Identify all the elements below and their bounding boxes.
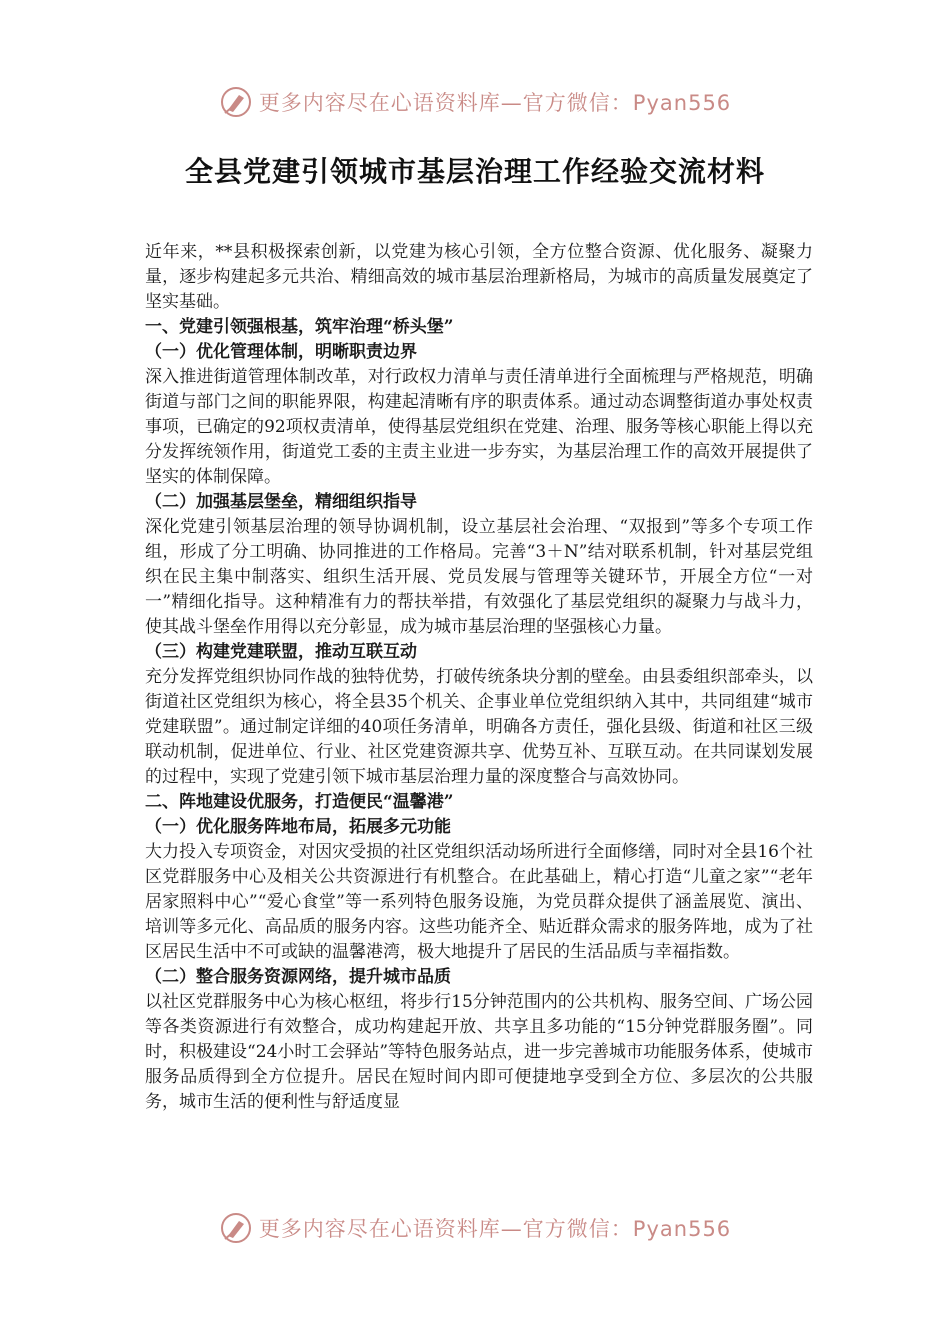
subsection-heading: （一）优化服务阵地布局，拓展多元功能 (145, 817, 451, 837)
document-title: 全县党建引领城市基层治理工作经验交流材料 (184, 155, 765, 188)
body-paragraph: 大力投入专项资金，对因灾受损的社区党组织活动场所进行全面修缮，同时对全县16个社区党群服务中心及相关公共资源进行有机整合。在此基础上，精心打造“儿童之家”“老年居家照料中心”“爱心食堂”等一系列特色服务设施，为党员群众提供了涵盖展览、演出、培训等多元化、高品质的服务内容。这些功能齐全、贴近群众需求的服务阵地，成为了社区居民生活中不可或缺的温馨港湾，极大地提升了居民的生活品质与幸福指数。 (145, 842, 813, 962)
subsection-heading: （三）构建党建联盟，推动互联互动 (145, 642, 417, 662)
watermark-text: 更多内容尽在心语资料库—官方微信：Pyan556 (258, 91, 732, 115)
section-heading: 一、党建引领强根基，筑牢治理“桥头堡” (145, 317, 454, 337)
body-paragraph: 充分发挥党组织协同作战的独特优势，打破传统条块分割的壁垒。由县委组织部牵头，以街道社区党组织为核心，将全县35个机关、企事业单位党组织纳入其中，共同组建“城市党建联盟”。通过制定详细的40项任务清单，明确各方责任，强化县级、街道和社区三级联动机制，促进单位、行业、社区党建资源共享、优势互补、互联互动。在共同谋划发展的过程中，实现了党建引领下城市基层治理力量的深度整合与高效协同。 (145, 667, 813, 787)
subsection-heading: （一）优化管理体制，明晰职责边界 (145, 342, 417, 362)
watermark-text: 更多内容尽在心语资料库—官方微信：Pyan556 (258, 1217, 732, 1241)
body-paragraph: 深化党建引领基层治理的领导协调机制，设立基层社会治理、“双报到”等多个专项工作组，形成了分工明确、协同推进的工作格局。完善“3＋N”结对联系机制，针对基层党组织在民主集中制落实、组织生活开展、党员发展与管理等关键环节，开展全方位“一对一”精细化指导。这种精准有力的帮扶举措，有效强化了基层党组织的凝聚力与战斗力，使其战斗堡垒作用得以充分彰显，成为城市基层治理的坚强核心力量。 (145, 517, 813, 637)
pen-nib-logo-icon (219, 85, 253, 119)
subsection-heading: （二）加强基层堡垒，精细组织指导 (145, 492, 417, 512)
watermark-header (0, 80, 950, 124)
subsection-heading: （二）整合服务资源网络，提升城市品质 (145, 967, 451, 987)
intro-paragraph: 近年来，**县积极探索创新，以党建为核心引领，全方位整合资源、优化服务、凝聚力量，逐步构建起多元共治、精细高效的城市基层治理新格局，为城市的高质量发展奠定了坚实基础。 (145, 242, 813, 312)
pen-nib-logo-icon (219, 1211, 253, 1245)
section-heading: 二、阵地建设优服务，打造便民“温馨港” (145, 792, 454, 812)
watermark-footer (0, 1206, 950, 1250)
body-paragraph: 以社区党群服务中心为核心枢纽，将步行15分钟范围内的公共机构、服务空间、广场公园等各类资源进行有效整合，成功构建起开放、共享且多功能的“15分钟党群服务圈”。同时，积极建设“24小时工会驿站”等特色服务站点，进一步完善城市功能服务体系，使城市服务品质得到全方位提升。居民在短时间内即可便捷地享受到全方位、多层次的公共服务，城市生活的便利性与舒适度显 (145, 992, 814, 1112)
document-body (145, 240, 813, 1115)
body-paragraph: 深入推进街道管理体制改革，对行政权力清单与责任清单进行全面梳理与严格规范，明确街道与部门之间的职能界限，构建起清晰有序的职责体系。通过动态调整街道办事处权责事项，已确定的92项权责清单，使得基层党组织在党建、治理、服务等核心职能上得以充分发挥统领作用，街道党工委的主责主业进一步夯实，为基层治理工作的高效开展提供了坚实的体制保障。 (145, 367, 813, 487)
